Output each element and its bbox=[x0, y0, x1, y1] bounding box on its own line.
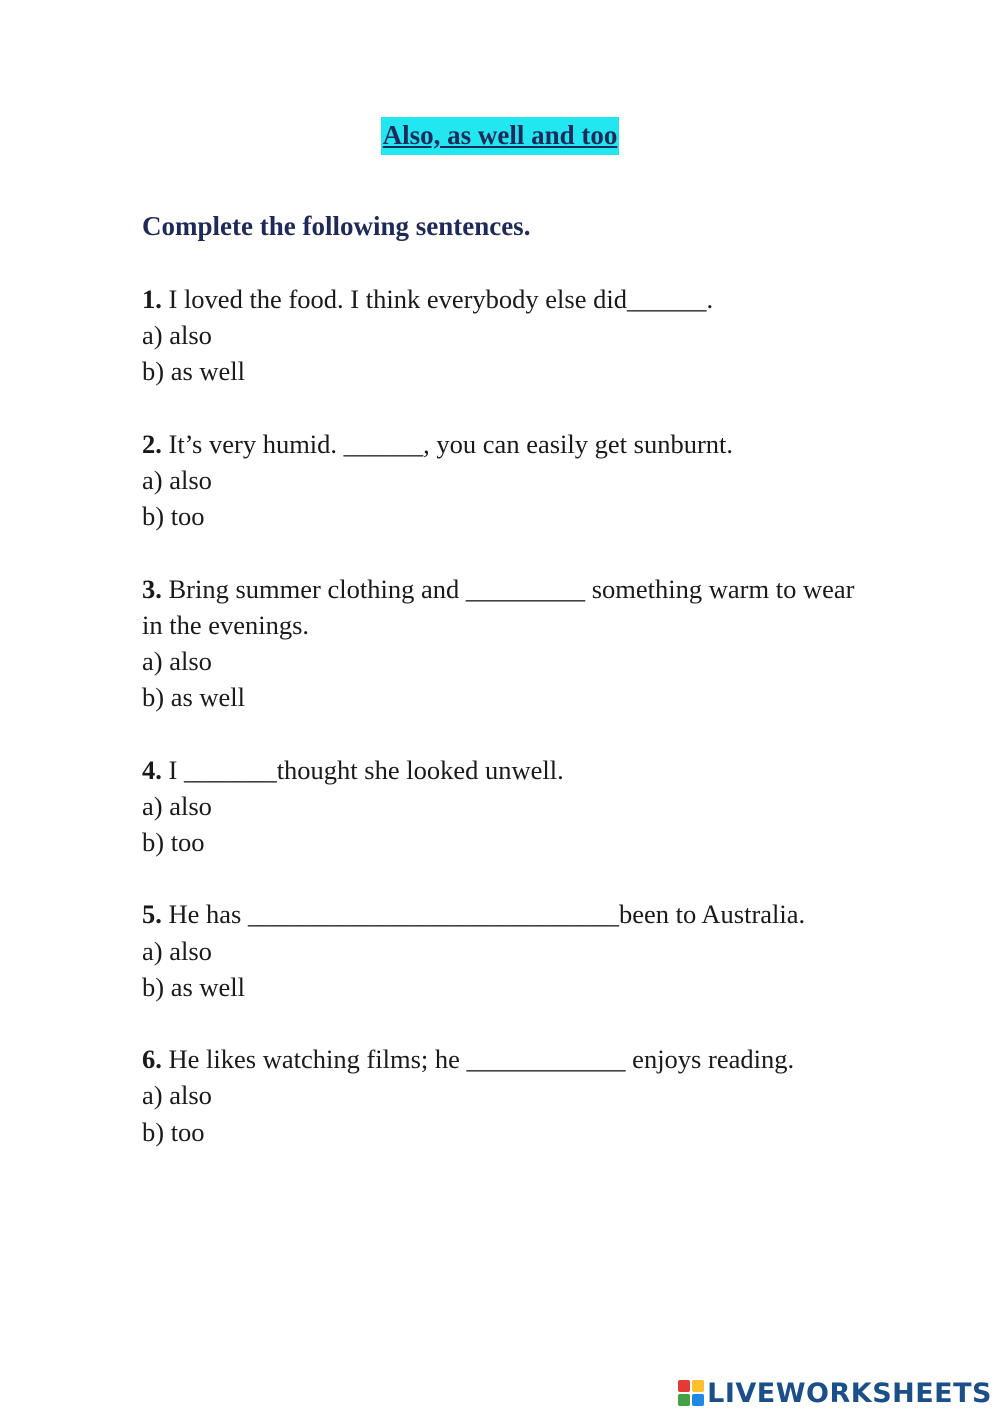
liveworksheets-logo-icon bbox=[678, 1380, 704, 1406]
question-list bbox=[142, 281, 862, 1186]
liveworksheets-logo bbox=[678, 1375, 992, 1411]
question-item bbox=[142, 281, 862, 390]
question-number: 4. bbox=[142, 754, 162, 785]
question-item bbox=[142, 571, 862, 716]
option-b[interactable]: b) too bbox=[142, 1116, 205, 1147]
option-b[interactable]: b) as well bbox=[142, 971, 246, 1002]
question-item bbox=[142, 1041, 862, 1150]
question-item bbox=[142, 426, 862, 535]
question-text: He likes watching films; he ____________ enjoys reading. bbox=[168, 1044, 795, 1075]
option-a[interactable]: a) also bbox=[142, 320, 212, 351]
question-text: He has ____________________________been to Australia. bbox=[168, 899, 806, 930]
liveworksheets-logo-text: LIVEWORKSHEETS bbox=[707, 1377, 992, 1409]
question-item bbox=[142, 896, 862, 1005]
option-a[interactable]: a) also bbox=[142, 465, 212, 495]
question-text: Bring summer clothing and _________ something warm to wear in the evenings. bbox=[142, 573, 855, 640]
question-text: It’s very humid. ______, you can easily get sunburnt. bbox=[168, 428, 734, 459]
option-a[interactable]: a) also bbox=[142, 646, 212, 676]
question-number: 6. bbox=[142, 1044, 162, 1075]
option-a[interactable]: a) also bbox=[142, 1080, 212, 1111]
option-b[interactable]: b) as well bbox=[142, 356, 246, 387]
title-container bbox=[0, 117, 1000, 155]
question-number: 3. bbox=[142, 573, 162, 604]
option-b[interactable]: b) too bbox=[142, 827, 205, 857]
question-number: 1. bbox=[142, 284, 162, 314]
option-a[interactable]: a) also bbox=[142, 935, 212, 966]
option-b[interactable]: b) as well bbox=[142, 682, 246, 713]
option-a[interactable]: a) also bbox=[142, 790, 212, 821]
instruction-text: Complete the following sentences. bbox=[142, 211, 531, 241]
question-item bbox=[142, 752, 862, 861]
worksheet-title: Also, as well and too bbox=[381, 117, 620, 155]
question-text: I loved the food. I think everybody else did______. bbox=[168, 284, 714, 314]
question-text: I _______thought she looked unwell. bbox=[168, 754, 564, 785]
option-b[interactable]: b) too bbox=[142, 501, 205, 532]
question-number: 5. bbox=[142, 899, 162, 930]
question-number: 2. bbox=[142, 428, 162, 459]
